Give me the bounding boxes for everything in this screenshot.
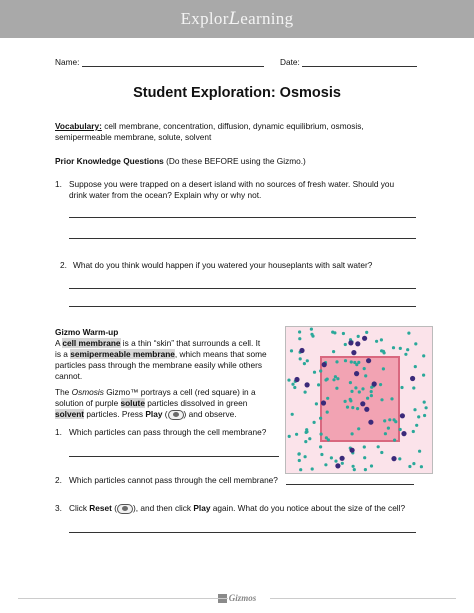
solvent-particle: [336, 377, 339, 380]
solvent-particle: [363, 367, 366, 370]
solvent-particle: [298, 337, 301, 340]
solvent-particle: [370, 390, 373, 393]
solvent-particle: [313, 371, 316, 374]
question-2-text: What do you think would happen if you watered your houseplants with salt water?: [73, 260, 373, 270]
question-1-number: 1.: [55, 179, 62, 189]
solute-particle: [340, 456, 345, 461]
warmup-q2-number: 2.: [55, 475, 62, 485]
solute-particle: [410, 376, 415, 381]
solute-particle: [299, 348, 304, 353]
solvent-particle: [412, 430, 415, 433]
warmup-q3-text: Click Reset ( ), and then click Play again. What do you notice about the size of the cell?: [69, 503, 406, 513]
solvent-particle: [349, 398, 352, 401]
solvent-particle: [392, 346, 395, 349]
answer-line[interactable]: [69, 306, 416, 307]
solute-particle: [354, 371, 359, 376]
solvent-particle: [295, 433, 298, 436]
solvent-particle: [422, 354, 425, 357]
solvent-particle: [406, 348, 409, 351]
warmup-heading: Gizmo Warm-up: [55, 327, 119, 337]
solvent-particle: [350, 360, 353, 363]
solvent-particle: [363, 456, 366, 459]
answer-line[interactable]: [69, 288, 416, 289]
solvent-particle: [366, 397, 369, 400]
solvent-particle: [306, 359, 309, 362]
date-field[interactable]: [302, 66, 417, 67]
solvent-particle: [299, 468, 302, 471]
solvent-particle: [349, 381, 352, 384]
solvent-particle: [319, 417, 322, 420]
solvent-particle: [325, 436, 328, 439]
solvent-particle: [335, 387, 338, 390]
solvent-particle: [342, 332, 345, 335]
answer-line[interactable]: [69, 217, 416, 218]
solvent-particle: [379, 383, 382, 386]
solvent-particle: [415, 424, 418, 427]
solute-particle: [362, 336, 367, 341]
solvent-particle: [364, 374, 367, 377]
solute-particle: [366, 358, 371, 363]
solvent-particle: [407, 332, 410, 335]
solvent-particle: [400, 386, 403, 389]
solvent-particle: [310, 328, 313, 331]
solvent-particle: [308, 437, 311, 440]
solvent-particle: [422, 374, 425, 377]
solvent-particle: [398, 457, 401, 460]
warmup-paragraph-1: A cell membrane is a thin “skin” that surrounds a cell. It is a semipermeable membrane, which means that some particles pass through the membrane easily while others cannot.: [55, 338, 267, 381]
solvent-particle: [383, 419, 386, 422]
name-label: Name:: [55, 57, 80, 67]
warmup-q1-text: Which particles can pass through the cell membrane?: [69, 427, 267, 437]
solvent-particle: [404, 353, 407, 356]
vocabulary: Vocabulary: cell membrane, concentration, diffusion, dynamic equilibrium, osmosis, semipermeable membrane, solute, solvent: [55, 121, 364, 142]
solvent-particle: [383, 351, 386, 354]
solvent-particle: [335, 360, 338, 363]
solvent-particle: [304, 391, 307, 394]
solvent-particle: [326, 378, 329, 381]
solute-particle: [348, 340, 353, 345]
solute-particle: [364, 407, 369, 412]
solvent-particle: [357, 427, 360, 430]
solvent-particle: [414, 365, 417, 368]
solvent-particle: [355, 363, 358, 366]
solute-particle: [335, 463, 340, 468]
solvent-particle: [380, 398, 383, 401]
header-bar: [0, 0, 474, 38]
solvent-particle: [324, 463, 327, 466]
answer-line[interactable]: [69, 238, 416, 239]
solvent-particle: [346, 406, 349, 409]
solute-particle: [294, 377, 299, 382]
solvent-particle: [303, 362, 306, 365]
solvent-particle: [310, 333, 313, 336]
solute-particle: [368, 420, 373, 425]
solvent-particle: [290, 349, 293, 352]
solvent-particle: [408, 465, 411, 468]
solvent-particle: [293, 386, 296, 389]
solvent-particle: [399, 347, 402, 350]
solvent-particle: [353, 468, 356, 471]
solvent-particle: [399, 428, 402, 431]
solvent-particle: [341, 462, 344, 465]
solvent-particle: [413, 408, 416, 411]
solvent-particle: [344, 359, 347, 362]
solute-particle: [372, 381, 377, 386]
solvent-particle: [370, 464, 373, 467]
warmup-q3-number: 3.: [55, 503, 62, 513]
brand-logo: ExplorLearning: [180, 9, 294, 29]
answer-line[interactable]: [69, 456, 279, 457]
solvent-particle: [375, 340, 378, 343]
solvent-particle: [418, 450, 421, 453]
solvent-particle: [425, 406, 428, 409]
solvent-particle: [412, 462, 415, 465]
solute-particle: [322, 362, 327, 367]
solvent-particle: [326, 397, 329, 400]
solvent-particle: [351, 406, 354, 409]
solvent-particle: [332, 350, 335, 353]
solvent-particle: [304, 440, 307, 443]
solvent-particle: [417, 415, 420, 418]
solvent-particle: [333, 331, 336, 334]
solvent-particle: [377, 445, 380, 448]
warmup-q2-text: Which particles cannot pass through the cell membrane?: [69, 475, 278, 485]
solvent-particle: [344, 343, 347, 346]
name-field[interactable]: [82, 66, 264, 67]
warmup-q1-number: 1.: [55, 427, 62, 437]
solvent-particle: [356, 407, 359, 410]
solvent-particle: [354, 386, 357, 389]
solute-particle: [351, 350, 356, 355]
solvent-particle: [298, 330, 301, 333]
solvent-particle: [326, 411, 329, 414]
solvent-particle: [334, 460, 337, 463]
solvent-particle: [357, 335, 360, 338]
solvent-particle: [319, 369, 322, 372]
solute-particle: [350, 448, 355, 453]
prior-knowledge-heading: Prior Knowledge Questions (Do these BEFORE using the Gizmo.): [55, 156, 306, 166]
solvent-particle: [423, 401, 426, 404]
solvent-particle: [320, 433, 323, 436]
solvent-particle: [334, 375, 337, 378]
solvent-particle: [388, 418, 391, 421]
solvent-particle: [344, 400, 347, 403]
solvent-particle: [390, 397, 393, 400]
solvent-particle: [363, 445, 366, 448]
solute-particle: [400, 413, 405, 418]
solvent-particle: [311, 467, 314, 470]
solvent-particle: [332, 378, 335, 381]
play-button-icon: [168, 410, 184, 420]
solvent-particle: [317, 383, 320, 386]
answer-line[interactable]: [69, 532, 416, 533]
solute-particle: [321, 400, 326, 405]
solvent-particle: [365, 331, 368, 334]
solvent-particle: [380, 349, 383, 352]
question-2-number: 2.: [60, 260, 67, 270]
solute-particle: [355, 341, 360, 346]
solvent-particle: [364, 468, 367, 471]
solute-particle: [305, 382, 310, 387]
solvent-particle: [291, 413, 294, 416]
page-title: Student Exploration: Osmosis: [133, 85, 341, 101]
solvent-particle: [320, 453, 323, 456]
solvent-particle: [380, 451, 383, 454]
question-1-text: Suppose you were trapped on a desert island with no sources of fresh water. Should you drink water from the ocean? Explain why or why not.: [69, 179, 395, 200]
answer-line[interactable]: [286, 484, 414, 485]
solvent-particle: [393, 439, 396, 442]
solvent-particle: [387, 427, 390, 430]
solvent-particle: [370, 394, 373, 397]
solute-particle: [391, 456, 396, 461]
osmosis-simulation-image: [285, 326, 433, 474]
solvent-particle: [297, 453, 300, 456]
solvent-particle: [299, 357, 302, 360]
solvent-particle: [382, 367, 385, 370]
warmup-paragraph-2: The Osmosis Gizmo™ portrays a cell (red square) in a solution of purple solute particles dissolved in green solvent particles. Press Play ( ) and observe.: [55, 387, 256, 419]
solvent-particle: [412, 386, 415, 389]
solvent-particle: [384, 432, 387, 435]
solvent-particle: [351, 432, 354, 435]
solvent-particle: [291, 383, 294, 386]
solvent-particle: [380, 338, 383, 341]
solute-particle: [401, 431, 406, 436]
solvent-particle: [287, 379, 290, 382]
solvent-particle: [423, 414, 426, 417]
solvent-particle: [420, 465, 423, 468]
solvent-particle: [319, 445, 322, 448]
solvent-particle: [350, 390, 353, 393]
solvent-particle: [288, 435, 291, 438]
footer: [0, 583, 474, 613]
date-label: Date:: [280, 57, 300, 67]
solute-particle: [360, 401, 365, 406]
solvent-particle: [352, 465, 355, 468]
solvent-particle: [414, 342, 417, 345]
solvent-particle: [361, 387, 364, 390]
solvent-particle: [358, 390, 361, 393]
solvent-particle: [315, 402, 318, 405]
solvent-particle: [298, 459, 301, 462]
solvent-particle: [304, 455, 307, 458]
solvent-particle: [313, 421, 316, 424]
gizmos-logo: Gizmos: [218, 593, 257, 603]
solvent-particle: [393, 418, 396, 421]
solvent-particle: [330, 456, 333, 459]
solvent-particle: [305, 428, 308, 431]
reset-button-icon: [117, 504, 133, 514]
